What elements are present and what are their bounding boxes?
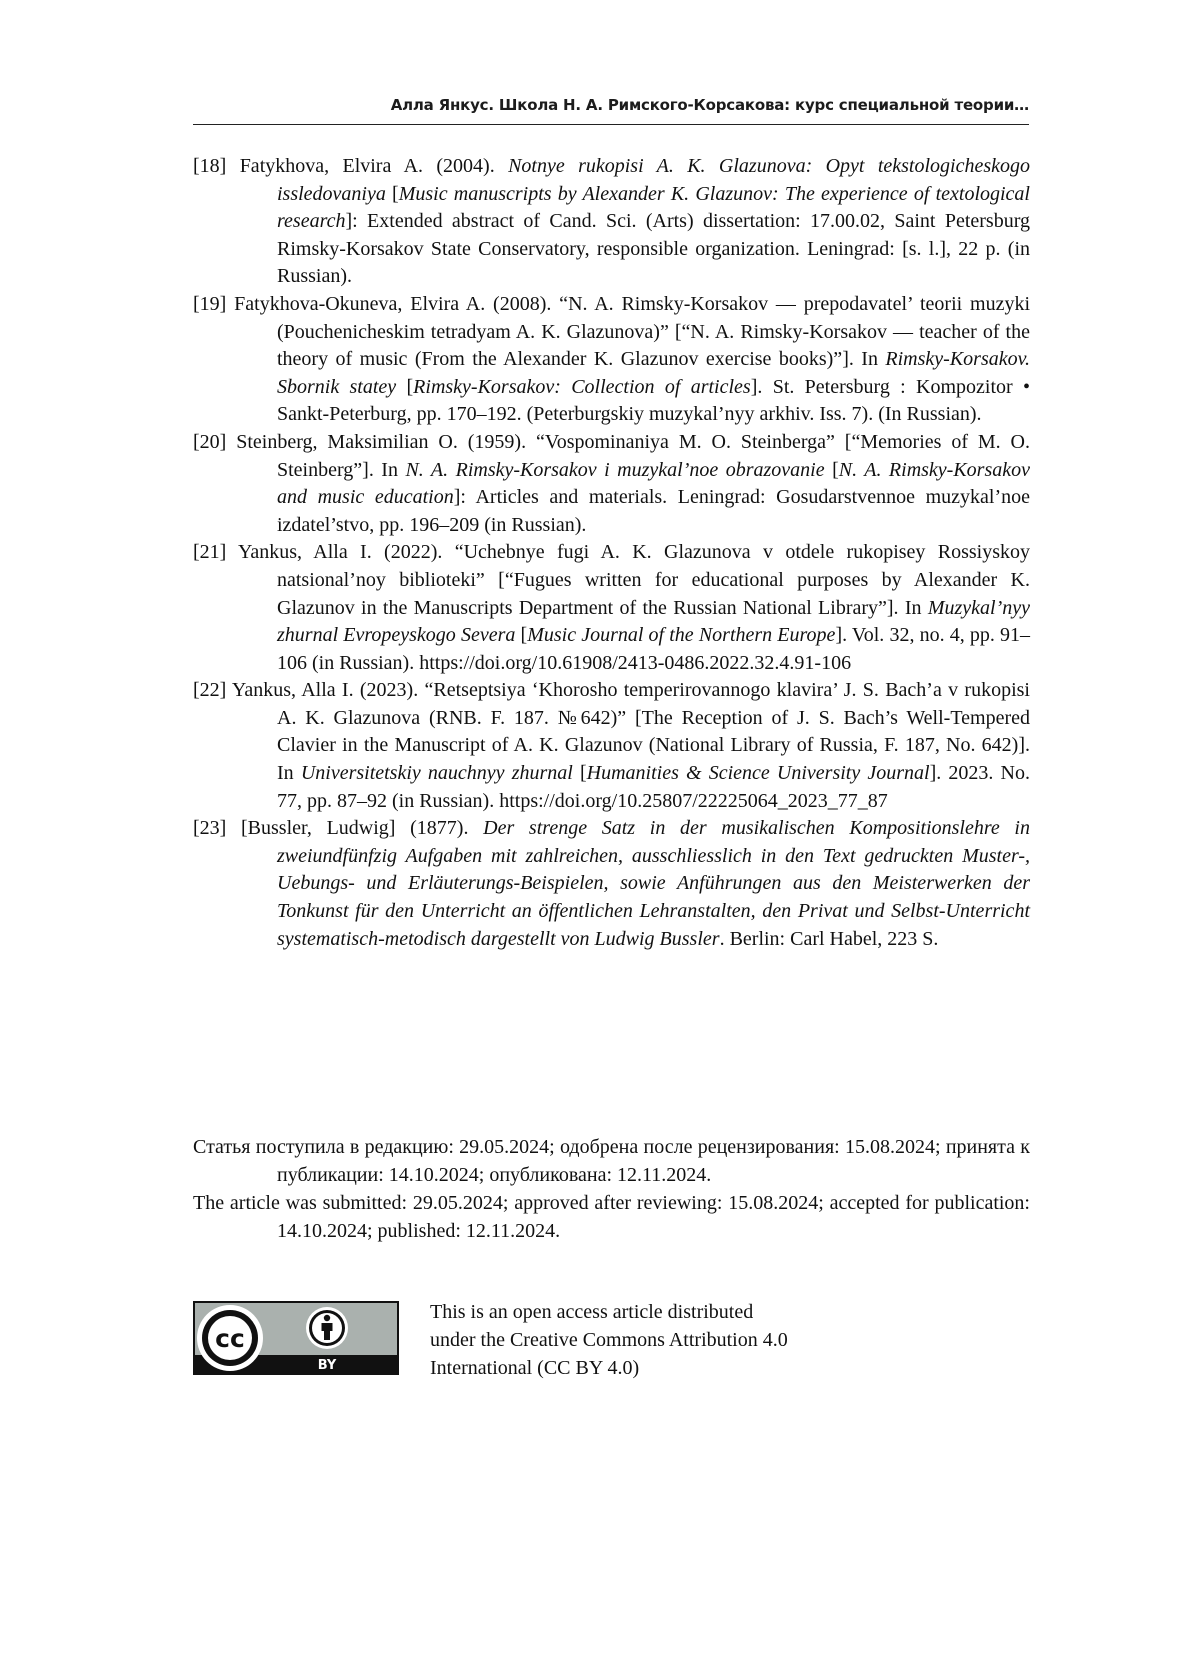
running-title: Алла Янкус. Школа Н. А. Римского-Корсакова: курс специальной теории…: [193, 96, 1029, 114]
reference-list: [193, 153, 1030, 953]
reference-item-23: [23] [Bussler, Ludwig] (1877). Der strenge Satz in der musikalischen Kompositionslehre in zweiundfünfzig Aufgaben mit zahlreichen, ausschliesslich in den Text gedruckten Muster-, Uebungs- und Erläuterungs-Beispielen, sowie Anführungen aus den Meisterwerken der Tonkunst für den Unterricht an öffentlichen Lehranstalten, den Privat und Selbst-Unterricht systematisch-metodisch dargestellt von Ludwig Bussler. Berlin: Carl Habel, 223 S.: [193, 815, 1030, 953]
article-dates: [193, 1133, 1030, 1245]
attribution-person-icon: [306, 1307, 348, 1349]
reference-number: [18]: [193, 155, 226, 177]
reference-number: [22]: [193, 679, 226, 701]
cc-logo-text: cc: [215, 1324, 245, 1353]
reference-number: [23]: [193, 817, 226, 839]
by-label: BY: [318, 1358, 337, 1373]
dates-russian: Статья поступила в редакцию: 29.05.2024; одобрена после рецензирования: 15.08.2024; принята к публикации: 14.10.2024; опубликована: 12.11.2024.: [193, 1133, 1030, 1189]
header-rule: [193, 124, 1029, 125]
license-line-2: under the Creative Commons Attribution 4.0: [430, 1326, 890, 1354]
dates-english: The article was submitted: 29.05.2024; approved after reviewing: 15.08.2024; accepted for publication: 14.10.2024; published: 12.11.2024.: [193, 1189, 1030, 1245]
reference-item-19: [19] Fatykhova-Okuneva, Elvira A. (2008). “N. A. Rimsky-Korsakov — prepodavatel’ teorii muzyki (Pouchenicheskim tetradyam A. K. Glazunova)” [“N. A. Rimsky-Korsakov — teacher of the theory of music (From the Alexander K. Glazunov exercise books)”]. In Rimsky-Korsakov. Sbornik statey [Rimsky-Korsakov: Collection of articles]. St. Petersburg : Kompozitor • Sankt-Peterburg, pp. 170–192. (Peterburgskiy muzykal’nyy arkhiv. Iss. 7). (In Russian).: [193, 291, 1030, 429]
reference-item-18: [18] Fatykhova, Elvira A. (2004). Notnye rukopisi A. K. Glazunova: Opyt tekstologicheskogo issledovaniya [Music manuscripts by Alexander K. Glazunov: The experience of textological research]: Extended abstract of Cand. Sci. (Arts) dissertation: 17.00.02, Saint Petersburg Rimsky-Korsakov State Conservatory, responsible organization. Leningrad: [s. l.], 22 p. (in Russian).: [193, 153, 1030, 291]
cc-by-license-badge: [193, 1301, 399, 1375]
reference-item-22: [22] Yankus, Alla I. (2023). “Retseptsiya ‘Khorosho temperirovannogo klavira’ J. S. Bach’a v rukopisi A. K. Glazunova (RNB. F. 187. №642)” [The Reception of J. S. Bach’s Well-Tempered Clavier in the Manuscript of A. K. Glazunov (National Library of Russia, F. 187, No. 642)]. In Universitetskiy nauchnyy zhurnal [Humanities & Science University Journal]. 2023. No. 77, pp. 87–92 (in Russian). https://doi.org/10.25807/22225064_2023_77_87: [193, 677, 1030, 815]
reference-item-20: [20] Steinberg, Maksimilian O. (1959). “Vospominaniya M. O. Steinberga” [“Memories of M. O. Steinberg”]. In N. A. Rimsky-Korsakov i muzykal’noe obrazovanie [N. A. Rimsky-Korsakov and music education]: Articles and materials. Leningrad: Gosudarstvennoe muzykal’noe izdatel’stvo, pp. 196–209 (in Russian).: [193, 429, 1030, 539]
license-statement: [430, 1298, 890, 1382]
license-line-1: This is an open access article distributed: [430, 1298, 890, 1326]
cc-logo-icon: [197, 1305, 263, 1371]
reference-number: [21]: [193, 541, 226, 563]
reference-number: [19]: [193, 293, 226, 315]
page: [0, 0, 1200, 1674]
reference-number: [20]: [193, 431, 226, 453]
reference-item-21: [21] Yankus, Alla I. (2022). “Uchebnye fugi A. K. Glazunova v otdele rukopisey Rossiyskoy natsional’noy biblioteki” [“Fugues written for educational purposes by Alexander K. Glazunov in the Manuscripts Department of the Russian National Library”]. In Muzykal’nyy zhurnal Evropeyskogo Severa [Music Journal of the Northern Europe]. Vol. 32, no. 4, pp. 91–106 (in Russian). https://doi.org/10.61908/2413-0486.2022.32.4.91-106: [193, 539, 1030, 677]
license-line-3: International (CC BY 4.0): [430, 1354, 890, 1382]
